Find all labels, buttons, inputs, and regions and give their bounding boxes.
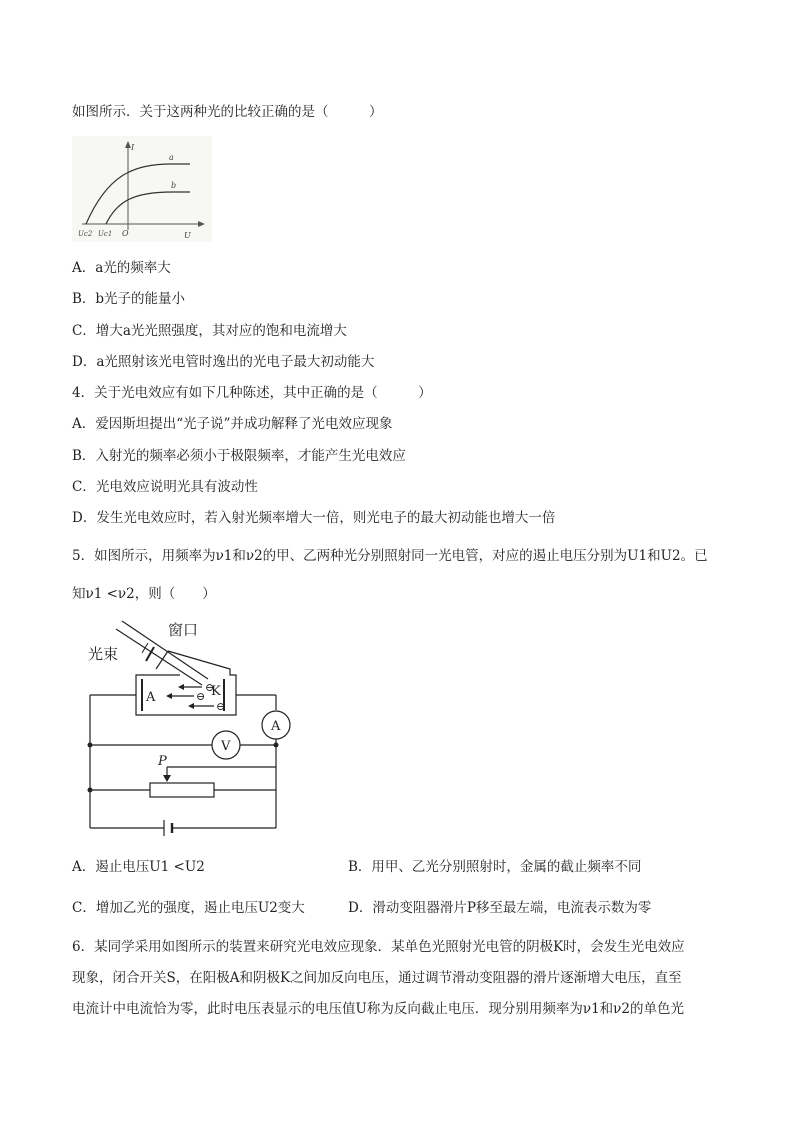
slider-arrow [163, 775, 171, 782]
q5-option-c: C．增加乙光的强度，遏止电压U2变大 [72, 900, 305, 916]
curve-a-label: a [169, 153, 174, 162]
uc2-label: Uc2 [78, 230, 93, 238]
origin-label: O [122, 229, 129, 238]
u-axis-label: U [184, 231, 191, 240]
q5-option-d: D．滑动变阻器滑片P移至最左端，电流表示数为零 [348, 900, 652, 916]
cathode-label: K [211, 684, 221, 699]
q4-option-a: A．爱因斯坦提出“光子说”并成功解释了光电效应现象 [72, 416, 393, 432]
rheostat [150, 783, 214, 797]
question-4-stem: 4．关于光电效应有如下几种陈述，其中正确的是（ ） [72, 385, 432, 401]
photoelectric-circuit [80, 615, 300, 849]
question-intro: 如图所示．关于这两种光的比较正确的是（ ） [72, 104, 383, 120]
ammeter-label: A [271, 719, 281, 734]
beam-label: 光束 [88, 645, 119, 663]
question-6-line1: 6．某同学采用如图所示的装置来研究光电效应现象．某单色光照射光电管的阴极K时，会发生光电效应 [72, 939, 685, 955]
option-b: B．b光子的能量小 [72, 291, 186, 307]
i-axis-label: I [131, 143, 135, 152]
question-5-stem-line2: 知ν1 <ν2，则（ ） [72, 586, 216, 602]
electron-3: ⊖ [216, 700, 226, 713]
curve-b-label: b [171, 181, 177, 190]
electron-1: ⊖ [205, 681, 215, 694]
photocurrent-graph [72, 136, 212, 246]
slider-label: P [158, 754, 167, 769]
question-6-line3: 电流计中电流恰为零，此时电压表显示的电压值U称为反向截止电压．现分别用频率为ν1和ν2的单色光 [72, 1001, 684, 1017]
q4-option-c: C．光电效应说明光具有波动性 [72, 479, 258, 495]
q5-option-a: A．遏止电压U1 <U2 [72, 859, 205, 875]
q4-option-b: B．入射光的频率必须小于极限频率，才能产生光电效应 [72, 448, 406, 464]
anode-label: A [146, 690, 156, 705]
option-a: A．a光的频率大 [72, 260, 171, 276]
q5-option-b: B．用甲、乙光分别照射时，金属的截止频率不同 [348, 859, 642, 875]
window-label: 窗口 [168, 621, 199, 639]
uc1-label: Uc1 [98, 230, 113, 238]
question-6-line2: 现象，闭合开关S，在阳极A和阴极K之间加反向电压，通过调节滑动变阻器的滑片逐渐增大电压，直至 [72, 970, 682, 986]
iu-graph-svg [72, 136, 212, 242]
option-c: C．增大a光光照强度，其对应的饱和电流增大 [72, 323, 347, 339]
circuit-svg [80, 615, 300, 845]
option-d: D．a光照射该光电管时逸出的光电子最大初动能大 [72, 354, 375, 370]
question-5-stem-line1: 5．如图所示，用频率为ν1和ν2的甲、乙两种光分别照射同一光电管，对应的遏止电压分别为U1和U2。已 [72, 548, 708, 564]
voltmeter-label: V [221, 739, 231, 754]
q4-option-d: D．发生光电效应时，若入射光频率增大一倍，则光电子的最大初动能也增大一倍 [72, 510, 556, 526]
electron-2: ⊖ [196, 690, 206, 703]
